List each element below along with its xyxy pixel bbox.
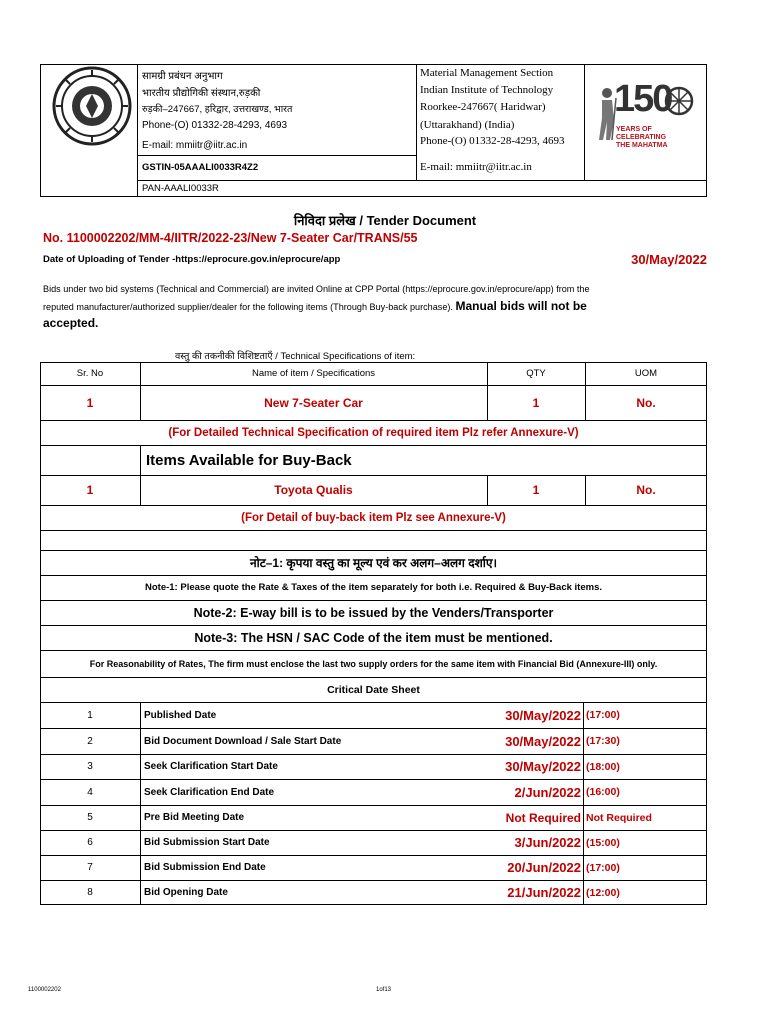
cd-date: 20/Jun/2022: [507, 860, 581, 875]
upload-date: 30/May/2022: [631, 252, 707, 267]
cd-event: Seek Clarification Start Date: [144, 761, 278, 772]
tender-number: No. 1100002202/MM-4/IITR/2022-23/New 7-Seater Car/TRANS/55: [43, 231, 418, 245]
item-qty: 1: [532, 395, 540, 410]
email-right: E-mail: mmiitr@iitr.ac.in: [420, 161, 532, 173]
note-2: Note-2: E-way bill is to be issued by the Venders/Transporter: [193, 605, 554, 620]
note-1: Note-1: Please quote the Rate & Taxes of the item separately for both i.e. Required & Buy-Back items.: [145, 582, 602, 593]
header-qty: QTY: [526, 368, 546, 379]
cd-no: 5: [87, 812, 93, 823]
reasonability-note: For Reasonability of Rates, The firm must enclose the last two supply orders for the same item with Financial Bid (Annexure-III) only.: [89, 658, 658, 669]
cd-time: (12:00): [586, 886, 620, 899]
buyback-annexure-note: (For Detail of buy-back item Plz see Annexure-V): [241, 511, 506, 524]
hindi-line-3: रुड़की–247667, हरिद्वार, उत्तराखण्ड, भारत: [142, 104, 293, 115]
cd-no: 6: [87, 837, 93, 848]
cd-time: (16:00): [586, 786, 620, 798]
header-sr-no: Sr. No: [76, 368, 104, 379]
cd-no: 8: [87, 887, 93, 898]
header-item-name: Name of item / Specifications: [251, 368, 376, 379]
english-line-1: Material Management Section: [420, 67, 554, 79]
cd-time: (18:00): [586, 760, 620, 773]
cd-date: 30/May/2022: [505, 707, 581, 723]
english-line-2: Indian Institute of Technology: [420, 84, 554, 96]
buyback-uom: No.: [636, 483, 656, 497]
phone-left: Phone-(O) 01332-28-4293, 4693: [142, 120, 288, 131]
english-line-3: Roorkee-247667( Haridwar): [420, 101, 546, 113]
buyback-item-name: Toyota Qualis: [274, 483, 353, 497]
critical-date-title: Critical Date Sheet: [327, 683, 420, 696]
gandhi-150-logo: [588, 78, 704, 156]
gstin: GSTIN-05AAALI0033R4Z2: [142, 162, 259, 173]
cd-no: 3: [87, 761, 93, 772]
item-uom: No.: [636, 395, 656, 410]
note-hindi: नोट–1: कृपया वस्तु का मूल्य एवं कर अलग–अलग दर्शाए।: [249, 556, 498, 570]
logo-150: 150: [614, 78, 672, 120]
cd-time: (15:00): [586, 836, 620, 849]
cd-no: 1: [87, 709, 93, 721]
english-line-5: Phone-(O) 01332-28-4293, 4693: [420, 135, 565, 147]
cd-event: Pre Bid Meeting Date: [144, 812, 245, 823]
note-3: Note-3: The HSN / SAC Code of the item must be mentioned.: [194, 630, 553, 645]
document-title: निविदा प्रलेख / Tender Document: [293, 213, 477, 228]
items-caption: वस्तु की तकनीकी विशिष्टताएँ / Technical Specifications of item:: [175, 351, 416, 362]
intro-line-1: Bids under two bid systems (Technical and Commercial) are invited Online at CPP Portal (https://eprocure.gov.in/eprocure/app) from the: [43, 284, 590, 294]
cd-date: 30/May/2022: [505, 733, 581, 749]
email-left: E-mail: mmiitr@iitr.ac.in: [142, 140, 248, 151]
hindi-line-1: सामग्री प्रबंधन अनुभाग: [142, 71, 223, 82]
item-sr-no: 1: [86, 395, 94, 410]
manual-bids-notice: Manual bids will not be: [455, 299, 587, 313]
cd-date: 21/Jun/2022: [507, 885, 581, 900]
english-line-4: (Uttarakhand) (India): [420, 119, 515, 131]
charkha-wheel-icon: [664, 86, 694, 116]
hindi-line-2: भारतीय प्रौद्योगिकी संस्थान,रुड़की: [142, 88, 261, 99]
item-name: New 7-Seater Car: [264, 395, 363, 410]
cd-no: 4: [87, 786, 93, 798]
cd-time: Not Required: [586, 811, 652, 824]
cd-date: 30/May/2022: [505, 759, 581, 774]
cd-time: (17:30): [586, 735, 620, 747]
pan: PAN-AAALI0033R: [142, 183, 219, 194]
logo-text-3: THE MAHATMA: [616, 142, 668, 149]
buyback-qty: 1: [532, 483, 540, 497]
logo-text-1: YEARS OF: [616, 126, 652, 133]
cd-date: 2/Jun/2022: [514, 784, 581, 800]
annexure-v-note: (For Detailed Technical Specification of required item Plz refer Annexure-V): [168, 426, 579, 439]
cd-event: Bid Document Download / Sale Start Date: [144, 735, 342, 747]
intro-line-2: [43, 299, 587, 313]
intro-line-2-text: reputed manufacturer/authorized supplier/dealer for the following items (Through Buy-back purchase).: [43, 302, 453, 312]
buyback-sr-no: 1: [86, 483, 94, 497]
cd-no: 7: [87, 862, 93, 873]
cd-event: Bid Submission End Date: [144, 862, 266, 873]
cd-time: (17:00): [586, 861, 620, 874]
upload-label: Date of Uploading of Tender -https://eprocure.gov.in/eprocure/app: [43, 254, 341, 265]
page-number: 1of13: [376, 987, 392, 993]
cd-event: Bid Submission Start Date: [144, 837, 270, 848]
iitr-logo: [52, 66, 132, 146]
cd-event: Seek Clarification End Date: [144, 786, 275, 798]
cd-time: (17:00): [586, 709, 620, 721]
cd-event: Bid Opening Date: [144, 887, 228, 898]
manual-bids-notice-end: accepted.: [43, 316, 99, 330]
buyback-title: Items Available for Buy-Back: [146, 451, 352, 469]
cd-no: 2: [87, 735, 93, 747]
header-uom: UOM: [634, 368, 658, 379]
logo-text-2: CELEBRATING: [616, 134, 667, 141]
cd-date: 3/Jun/2022: [514, 835, 581, 850]
cd-event: Published Date: [144, 709, 217, 721]
cd-date: Not Required: [505, 810, 581, 825]
footer-reference: 1100002202: [28, 987, 61, 993]
